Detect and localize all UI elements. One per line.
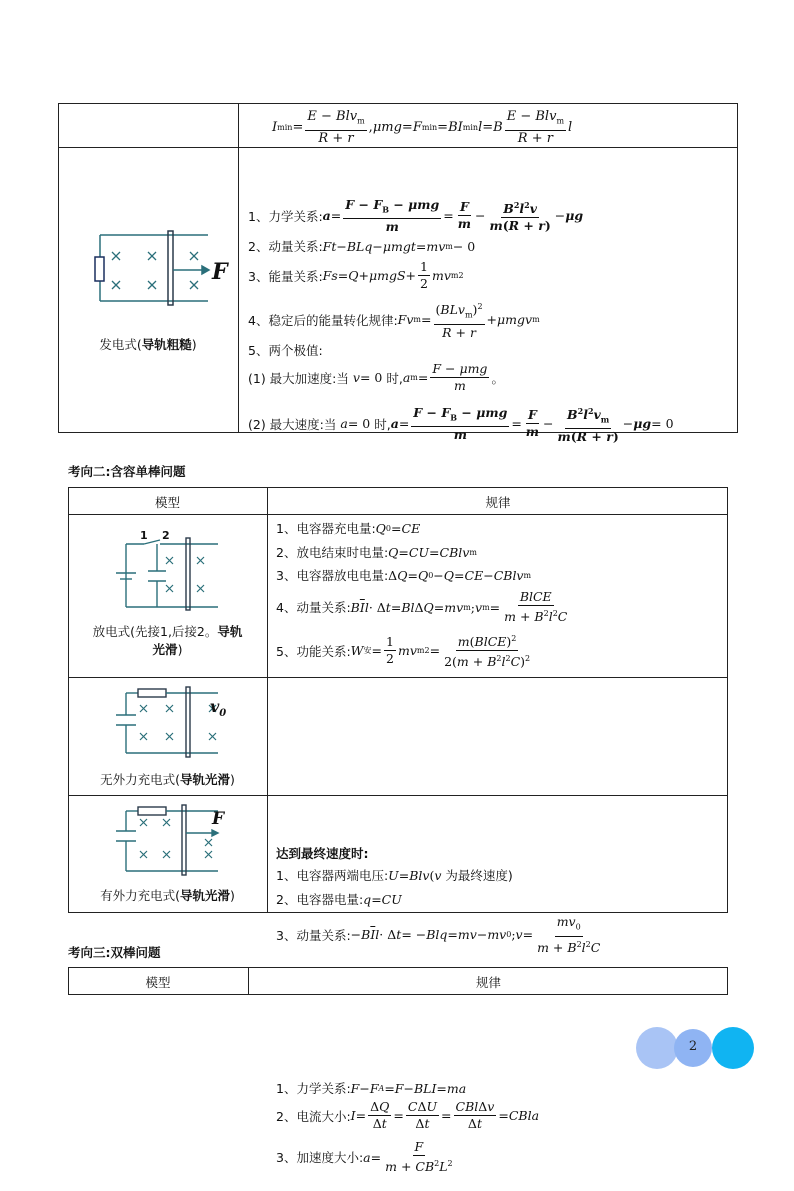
discharge-caption: 放电式(先接1,后接2。导轨 光滑) [92,624,243,657]
section-2-title: 考向二:含容单棒问题 [68,464,186,479]
col-header-rule: 规律 [485,495,511,510]
force-label: F [212,259,228,285]
v0-label: $v_0$ [210,697,227,720]
generator-rules: 1、力学关系: a = $\frac{F - F_B - \mu mg}{m}$ = $\frac{F}{m}$ − $\frac{B^2l^2v}{m(R + r)}$ − μg 2、动量关系: Ft − BLq − μmgt = mv m − 0 3、能量关系: Fs = Q + μmgS + $\frac{1}{2}$ mv m 2 4、稳定后的能量转化规律: Fv m = $\frac{(BLv_m)^2}{R + r}$ + μmgv m 5、两个极值: (1) 最大加速度:当 v = 0 时, a m = $\frac{\text{F − μmg}}{m}$ 。 (2) 最大速度:当 a = 0 时, a = $\frac{F - F_B - \mu mg}{m}$ = $\frac{F}{m}$ − $\frac{B^2l^2v_m}{m(R + r)}$ − μg = 0 [248,197,674,444]
generator-diagram [88,223,238,313]
force-label-c: F [212,809,225,829]
col-header-rule-3: 规律 [475,975,501,990]
table-3 [68,967,728,995]
charge-no-force-diagram [108,683,233,761]
circle-right [712,1027,754,1069]
page-number: 2 [688,1039,698,1054]
table-1 [58,103,738,444]
switch-2-label: 2 [162,529,170,542]
generator-caption: 发电式(导轨粗糙) [99,337,197,352]
charge-with-force-rules: 1、力学关系: F − F A = F − BLI = ma 2、电流大小: I = $\frac{\Delta Q}{\Delta t}$ = $\frac{\text{CΔU}}{\Delta t}$ = $\frac{\text{CBlΔv}}{\Delta t}$ = CBla 3、加速度大小: a = $\frac{F}{m + CB^2L^2}$ [276,1080,540,1175]
circle-left [636,1027,678,1069]
discharge-diagram [108,529,233,611]
col-header-model: 模型 [154,495,180,510]
page-number-badge [636,1027,754,1069]
charge-with-force-diagram [108,801,233,879]
discharge-rules: 1、电容器充电量: Q 0 = CE 2、放电结束时电量: Q = CU = CBlv m 3、电容器放电电量: Δ Q = Q 0 − Q = CE − CBlv m 4、动量关系: B $\overline{I}$ l · Δ t = Bl Δ Q = mv m ; v m = $\frac{\text{BlCE}}{m + B^2l^2C}$ 5、功能关系: W 安 = $\frac{1}{2}$ mv m 2 = $\frac{m(BlCE)^2}{2(m + B^2l^2C)^2}$ [276,520,568,670]
col-header-model-3: 模型 [145,975,171,990]
row1-formula: I min = $\frac{E - Blv_m}{R + r}$ , μmg = F min = BI min l = B $\frac{E - Blv_m}{R + r}$ l [272,109,573,146]
section-3-title: 考向三:双棒问题 [68,945,161,960]
charge-with-force-caption: 有外力充电式(导轨光滑) [100,888,235,903]
charge-no-force-caption: 无外力充电式(导轨光滑) [100,772,235,787]
switch-1-label: 1 [140,529,148,542]
charge-no-force-rules: 达到最终速度时: 1、电容器两端电压: U = Blv ( v 为最终速度) 2、电容器电量: q = CU 3、动量关系: − B $\overline{I}$ l · Δ t = − Blq = mv − mv 0 ; v = $\frac{mv_0}{m + B^2l^2C}$ [276,846,601,955]
